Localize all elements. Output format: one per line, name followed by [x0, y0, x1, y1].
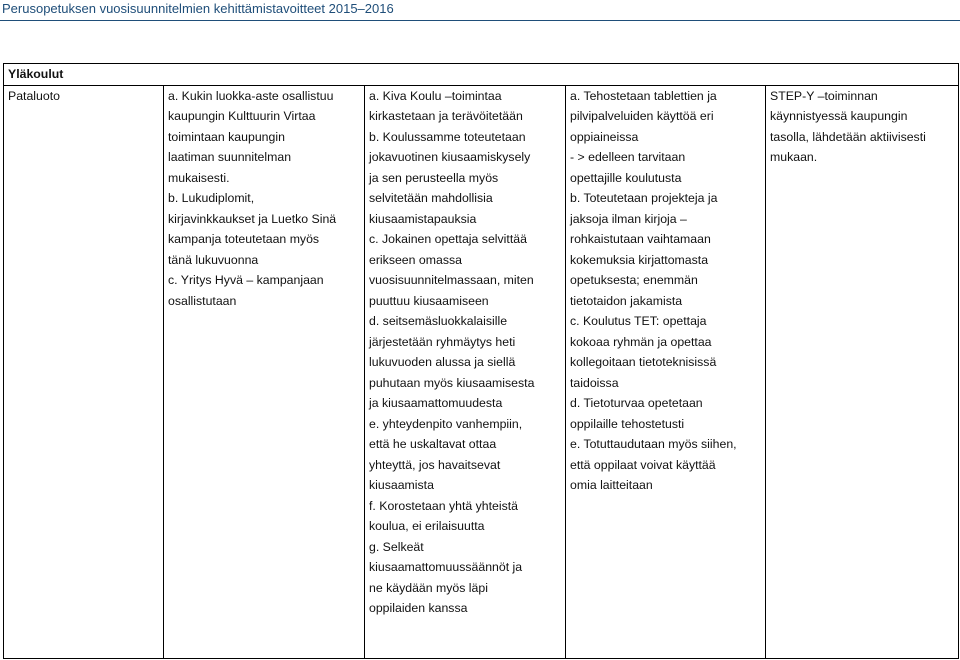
- step-y-goals-text: STEP-Y –toiminnan käynnistyessä kaupungin tasolla, lähdetään aktiivisesti mukaan.: [770, 88, 926, 164]
- page-header: Perusopetuksen vuosisuunnitelmien kehittämistavoitteet 2015–2016: [2, 1, 394, 16]
- anti-bullying-goals-text: a. Kiva Koulu –toimintaa kirkastetaan ja terävöitetään b. Koulussamme toteutetaan jokavuotinen kiusaamiskysely ja sen perusteella myös selvitetään mahdollisia kiusaamistapauksia c. Jokainen opettaja selvittää erikseen omassa vuosisuunnitelmassaan, miten puuttuu kiusaamiseen d. seitsemäsluokkalaisille järjestetään ryhmäytys heti lukuvuoden alussa ja siellä puhutaan myös kiusaamisesta ja kiusaamattomuudesta e. yhteydenpito vanhempiin, että he uskaltavat ottaa yhteyttä, jos havaitsevat kiusaamista f. Korostetaan yhtä yhteistä koulua, ei erilaisuutta g. Selkeät kiusaamattomuussäännöt ja ne käydään myös läpi oppilaiden kanssa: [369, 88, 535, 615]
- culture-goals-text: a. Kukin luokka-aste osallistuu kaupungin Kulttuurin Virtaa toimintaan kaupungin laatiman suunnitelman mukaisesti. b. Lukudiplomit, kirjavinkkaukset ja Luetko Sinä kampanja toteutetaan myös tänä lukuvuonna c. Yritys Hyvä – kampanjaan osallistutaan: [168, 88, 337, 308]
- development-goals-table: [3, 63, 959, 659]
- school-name: Pataluoto: [8, 88, 60, 103]
- culture-goals-cell: [164, 85, 365, 658]
- ict-goals-cell: [566, 85, 766, 658]
- section-header-row: [4, 64, 959, 86]
- header-rule: [0, 20, 960, 21]
- anti-bullying-goals-cell: [365, 85, 566, 658]
- step-y-goals-cell: [766, 85, 959, 658]
- section-title: Yläkoulut: [4, 64, 959, 86]
- school-row: [4, 85, 959, 658]
- row-label: [4, 85, 164, 658]
- ict-goals-text: a. Tehostetaan tablettien ja pilvipalveluiden käyttöä eri oppiaineissa - > edelleen tarvitaan opettajille koulutusta b. Toteutetaan projekteja ja jaksoja ilman kirjoja – rohkaistutaan vaihtamaan kokemuksia kirjattomasta opetuksesta; enemmän tietotaidon jakamista c. Koulutus TET: opettaja kokoaa ryhmän ja opettaa kollegoitaan tietoteknisissä taidoissa d. Tietoturvaa opetetaan oppilaille tehostetusti e. Totuttaudutaan myös siihen, että oppilaat voivat käyttää omia laitteitaan: [570, 88, 737, 492]
